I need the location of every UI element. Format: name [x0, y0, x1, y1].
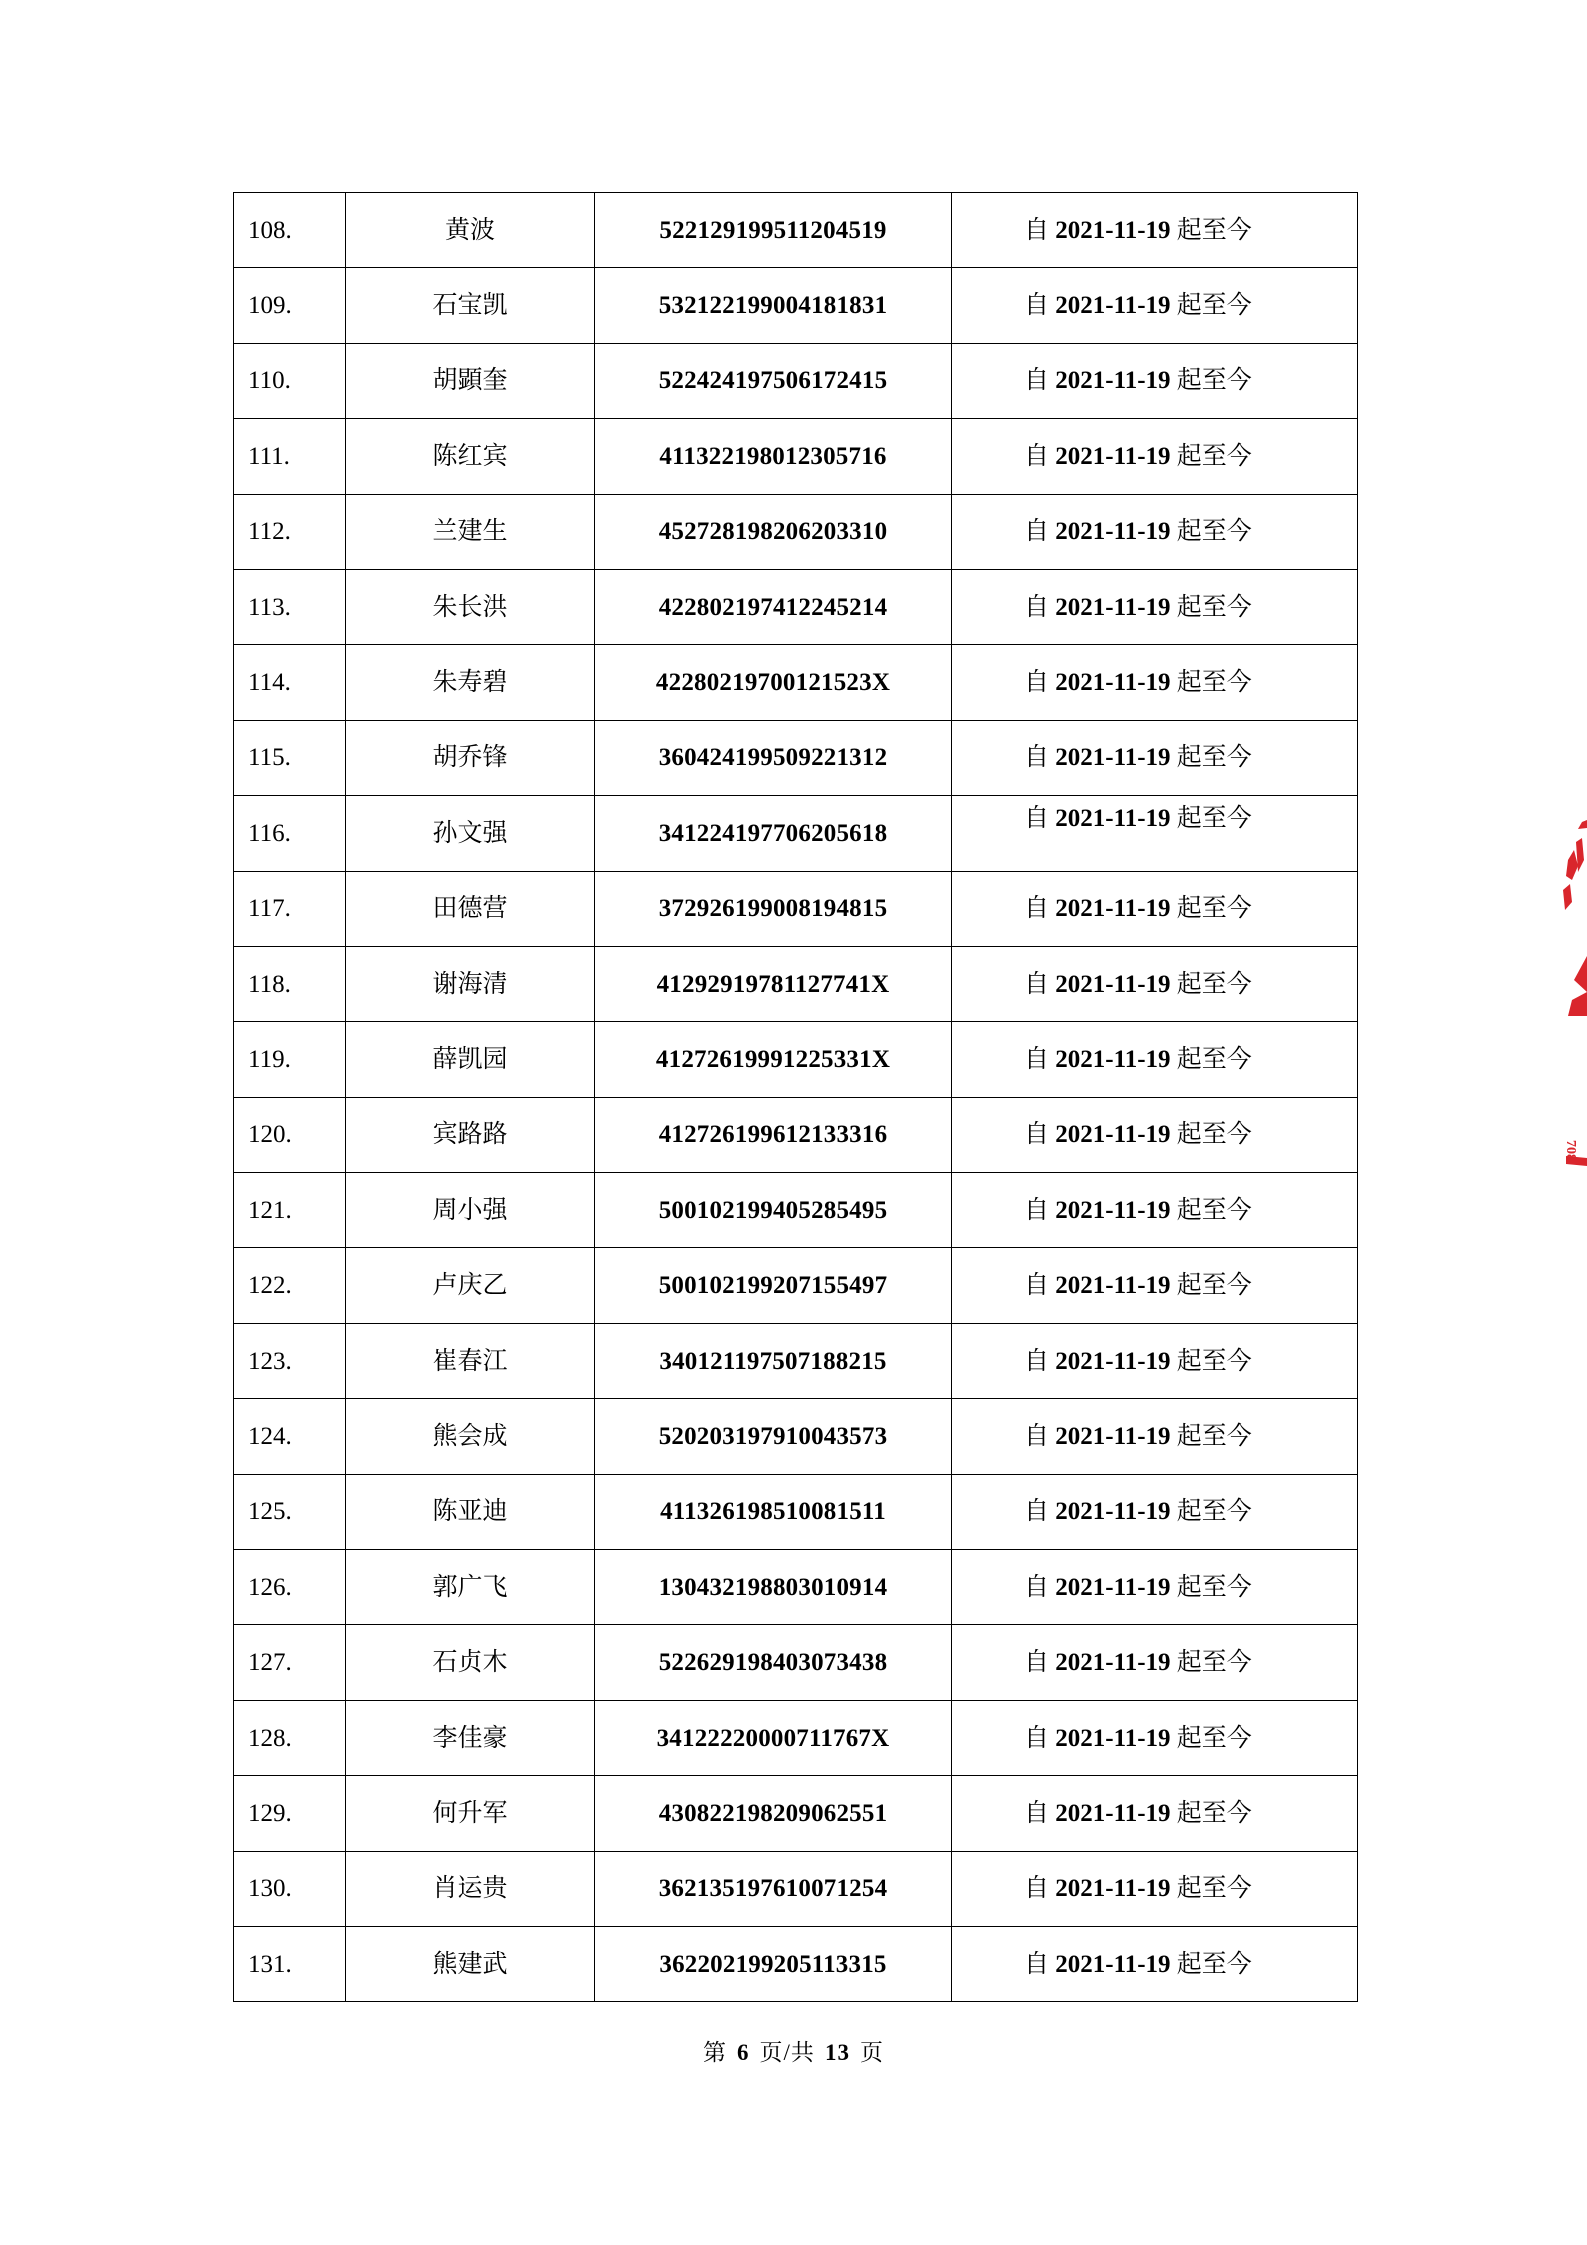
period-cell	[952, 1323, 1358, 1398]
total-pages-number: 13	[824, 2040, 850, 2065]
period-cell	[952, 569, 1358, 644]
id-number-cell: 42280219700121523X	[595, 645, 952, 720]
period-suffix: 起至今	[1176, 1422, 1252, 1450]
period-start-date: 2021-11-19	[1055, 1422, 1171, 1450]
period-prefix: 自	[1024, 805, 1050, 833]
period-suffix: 起至今	[1176, 593, 1252, 621]
period-cell	[952, 193, 1358, 268]
period-prefix: 自	[1024, 1649, 1050, 1677]
period-start-date: 2021-11-19	[1055, 1875, 1171, 1903]
period-cell	[952, 343, 1358, 418]
id-number-cell: 522629198403073438	[595, 1625, 952, 1700]
period-start-date: 2021-11-19	[1055, 367, 1171, 395]
id-number-cell: 372926199008194815	[595, 871, 952, 946]
row-number-cell: 111.	[234, 419, 346, 494]
name-cell: 谢海清	[346, 946, 595, 1021]
id-number-cell: 452728198206203310	[595, 494, 952, 569]
period-cell	[952, 1776, 1358, 1851]
id-number-cell: 41272619991225331X	[595, 1022, 952, 1097]
row-number-cell: 112.	[234, 494, 346, 569]
period-start-date: 2021-11-19	[1055, 1950, 1171, 1978]
period-suffix: 起至今	[1176, 292, 1252, 320]
table-row	[234, 1625, 1358, 1700]
period-prefix: 自	[1024, 1799, 1050, 1827]
period-suffix: 起至今	[1176, 1724, 1252, 1752]
id-number-cell: 430822198209062551	[595, 1776, 952, 1851]
name-cell: 熊会成	[346, 1399, 595, 1474]
seal-fragment-text: 708	[1563, 1140, 1578, 1161]
table-row	[234, 1248, 1358, 1323]
row-number-cell: 127.	[234, 1625, 346, 1700]
row-number-cell: 131.	[234, 1926, 346, 2001]
table-row	[234, 1700, 1358, 1775]
period-prefix: 自	[1024, 669, 1050, 697]
id-number-cell: 520203197910043573	[595, 1399, 952, 1474]
id-number-cell: 522424197506172415	[595, 343, 952, 418]
period-prefix: 自	[1024, 518, 1050, 546]
name-cell: 肖运贵	[346, 1851, 595, 1926]
table-row	[234, 645, 1358, 720]
row-number-cell: 114.	[234, 645, 346, 720]
table-row	[234, 1022, 1358, 1097]
row-number-cell: 129.	[234, 1776, 346, 1851]
period-suffix: 起至今	[1176, 1347, 1252, 1375]
period-prefix: 自	[1024, 367, 1050, 395]
row-number-cell: 113.	[234, 569, 346, 644]
table-row	[234, 1776, 1358, 1851]
row-number-cell: 121.	[234, 1173, 346, 1248]
table-row	[234, 1550, 1358, 1625]
table-row	[234, 1926, 1358, 2001]
period-cell	[952, 720, 1358, 795]
id-number-cell: 411322198012305716	[595, 419, 952, 494]
name-cell: 卢庆乙	[346, 1248, 595, 1323]
period-cell	[952, 1173, 1358, 1248]
name-cell: 陈红宾	[346, 419, 595, 494]
period-cell	[952, 1097, 1358, 1172]
row-number-cell: 119.	[234, 1022, 346, 1097]
period-cell	[952, 1926, 1358, 2001]
table-row	[234, 871, 1358, 946]
current-page-number: 6	[737, 2040, 750, 2065]
row-number-cell: 124.	[234, 1399, 346, 1474]
period-start-date: 2021-11-19	[1055, 970, 1171, 998]
page-footer	[0, 2034, 1587, 2067]
period-suffix: 起至今	[1176, 367, 1252, 395]
period-prefix: 自	[1024, 1272, 1050, 1300]
row-number-cell: 130.	[234, 1851, 346, 1926]
table-row	[234, 796, 1358, 871]
row-number-cell: 116.	[234, 796, 346, 871]
id-number-cell: 41292919781127741X	[595, 946, 952, 1021]
table-row	[234, 1399, 1358, 1474]
period-cell	[952, 1625, 1358, 1700]
period-start-date: 2021-11-19	[1055, 1573, 1171, 1601]
id-number-cell: 360424199509221312	[595, 720, 952, 795]
name-cell: 朱寿碧	[346, 645, 595, 720]
period-suffix: 起至今	[1176, 744, 1252, 772]
period-prefix: 自	[1024, 1045, 1050, 1073]
table-row	[234, 1097, 1358, 1172]
name-cell: 李佳豪	[346, 1700, 595, 1775]
period-suffix: 起至今	[1176, 1272, 1252, 1300]
row-number-cell: 125.	[234, 1474, 346, 1549]
period-prefix: 自	[1024, 292, 1050, 320]
period-cell	[952, 1022, 1358, 1097]
name-cell: 熊建武	[346, 1926, 595, 2001]
name-cell: 黄波	[346, 193, 595, 268]
period-suffix: 起至今	[1176, 1573, 1252, 1601]
table-row	[234, 1173, 1358, 1248]
row-number-cell: 123.	[234, 1323, 346, 1398]
id-number-cell: 422802197412245214	[595, 569, 952, 644]
period-prefix: 自	[1024, 1573, 1050, 1601]
period-cell	[952, 268, 1358, 343]
period-start-date: 2021-11-19	[1055, 593, 1171, 621]
id-number-cell: 500102199207155497	[595, 1248, 952, 1323]
period-prefix: 自	[1024, 442, 1050, 470]
name-cell: 孙文强	[346, 796, 595, 871]
name-cell: 兰建生	[346, 494, 595, 569]
period-start-date: 2021-11-19	[1055, 744, 1171, 772]
period-start-date: 2021-11-19	[1055, 1724, 1171, 1752]
period-start-date: 2021-11-19	[1055, 1347, 1171, 1375]
footer-middle: 页/共	[759, 2040, 815, 2065]
id-number-cell: 362135197610071254	[595, 1851, 952, 1926]
period-suffix: 起至今	[1176, 1649, 1252, 1677]
id-number-cell: 130432198803010914	[595, 1550, 952, 1625]
period-suffix: 起至今	[1176, 805, 1252, 833]
table-row	[234, 1323, 1358, 1398]
period-suffix: 起至今	[1176, 1498, 1252, 1526]
table-row	[234, 1474, 1358, 1549]
footer-prefix: 第	[703, 2040, 728, 2065]
id-number-cell: 412726199612133316	[595, 1097, 952, 1172]
name-cell: 何升军	[346, 1776, 595, 1851]
seal-mark-top	[1578, 820, 1587, 829]
period-suffix: 起至今	[1176, 1196, 1252, 1224]
period-start-date: 2021-11-19	[1055, 805, 1171, 833]
table-row	[234, 720, 1358, 795]
row-number-cell: 117.	[234, 871, 346, 946]
table-row	[234, 193, 1358, 268]
period-cell	[952, 1851, 1358, 1926]
period-suffix: 起至今	[1176, 970, 1252, 998]
period-prefix: 自	[1024, 895, 1050, 923]
period-suffix: 起至今	[1176, 1950, 1252, 1978]
name-cell: 宾路路	[346, 1097, 595, 1172]
seal-mark-star	[1568, 956, 1587, 1016]
period-prefix: 自	[1024, 1121, 1050, 1149]
name-cell: 田德营	[346, 871, 595, 946]
period-suffix: 起至今	[1176, 1121, 1252, 1149]
row-number-cell: 109.	[234, 268, 346, 343]
period-cell	[952, 946, 1358, 1021]
period-prefix: 自	[1024, 1196, 1050, 1224]
table-row	[234, 946, 1358, 1021]
row-number-cell: 126.	[234, 1550, 346, 1625]
period-suffix: 起至今	[1176, 1875, 1252, 1903]
name-cell: 石宝凯	[346, 268, 595, 343]
name-cell: 薛凯园	[346, 1022, 595, 1097]
period-start-date: 2021-11-19	[1055, 1272, 1171, 1300]
id-number-cell: 522129199511204519	[595, 193, 952, 268]
period-start-date: 2021-11-19	[1055, 518, 1171, 546]
footer-suffix: 页	[859, 2040, 884, 2065]
period-suffix: 起至今	[1176, 1799, 1252, 1827]
period-prefix: 自	[1024, 1498, 1050, 1526]
seal-mark-glyph-1	[1566, 850, 1578, 880]
period-cell	[952, 494, 1358, 569]
row-number-cell: 128.	[234, 1700, 346, 1775]
period-prefix: 自	[1024, 1875, 1050, 1903]
period-prefix: 自	[1024, 216, 1050, 244]
row-number-cell: 108.	[234, 193, 346, 268]
table-row	[234, 1851, 1358, 1926]
period-suffix: 起至今	[1176, 1045, 1252, 1073]
period-prefix: 自	[1024, 1724, 1050, 1752]
seal-stamp-marks	[1563, 820, 1587, 1166]
period-suffix: 起至今	[1176, 895, 1252, 923]
period-cell	[952, 1399, 1358, 1474]
name-cell: 周小强	[346, 1173, 595, 1248]
period-prefix: 自	[1024, 970, 1050, 998]
row-number-cell: 122.	[234, 1248, 346, 1323]
table-row	[234, 419, 1358, 494]
id-number-cell: 340121197507188215	[595, 1323, 952, 1398]
table-row	[234, 494, 1358, 569]
id-number-cell: 411326198510081511	[595, 1474, 952, 1549]
table-row	[234, 268, 1358, 343]
row-number-cell: 115.	[234, 720, 346, 795]
period-prefix: 自	[1024, 1422, 1050, 1450]
roster-table	[233, 192, 1358, 2002]
name-cell: 胡顕奎	[346, 343, 595, 418]
period-start-date: 2021-11-19	[1055, 1045, 1171, 1073]
period-start-date: 2021-11-19	[1055, 1121, 1171, 1149]
id-number-cell: 362202199205113315	[595, 1926, 952, 2001]
period-cell	[952, 419, 1358, 494]
id-number-cell: 341224197706205618	[595, 796, 952, 871]
period-suffix: 起至今	[1176, 518, 1252, 546]
period-suffix: 起至今	[1176, 216, 1252, 244]
period-cell	[952, 645, 1358, 720]
period-start-date: 2021-11-19	[1055, 1196, 1171, 1224]
table-row	[234, 343, 1358, 418]
period-cell	[952, 796, 1358, 871]
period-prefix: 自	[1024, 1347, 1050, 1375]
period-start-date: 2021-11-19	[1055, 1498, 1171, 1526]
row-number-cell: 110.	[234, 343, 346, 418]
period-cell	[952, 1550, 1358, 1625]
name-cell: 郭广飞	[346, 1550, 595, 1625]
period-start-date: 2021-11-19	[1055, 669, 1171, 697]
id-number-cell: 500102199405285495	[595, 1173, 952, 1248]
official-seal-fragment	[1548, 820, 1587, 1200]
period-start-date: 2021-11-19	[1055, 1649, 1171, 1677]
name-cell: 陈亚迪	[346, 1474, 595, 1549]
row-number-cell: 118.	[234, 946, 346, 1021]
period-prefix: 自	[1024, 1950, 1050, 1978]
period-start-date: 2021-11-19	[1055, 1799, 1171, 1827]
period-prefix: 自	[1024, 744, 1050, 772]
period-cell	[952, 1474, 1358, 1549]
period-start-date: 2021-11-19	[1055, 895, 1171, 923]
name-cell: 胡乔锋	[346, 720, 595, 795]
table-row	[234, 569, 1358, 644]
period-suffix: 起至今	[1176, 442, 1252, 470]
period-cell	[952, 871, 1358, 946]
name-cell: 石贞木	[346, 1625, 595, 1700]
name-cell: 崔春江	[346, 1323, 595, 1398]
period-cell	[952, 1700, 1358, 1775]
period-start-date: 2021-11-19	[1055, 442, 1171, 470]
period-suffix: 起至今	[1176, 669, 1252, 697]
id-number-cell: 34122220000711767X	[595, 1700, 952, 1775]
period-prefix: 自	[1024, 593, 1050, 621]
period-cell	[952, 1248, 1358, 1323]
name-cell: 朱长洪	[346, 569, 595, 644]
id-number-cell: 532122199004181831	[595, 268, 952, 343]
roster-table-body	[234, 193, 1358, 2002]
period-start-date: 2021-11-19	[1055, 292, 1171, 320]
period-start-date: 2021-11-19	[1055, 216, 1171, 244]
row-number-cell: 120.	[234, 1097, 346, 1172]
seal-mark-glyph-3	[1563, 884, 1572, 910]
